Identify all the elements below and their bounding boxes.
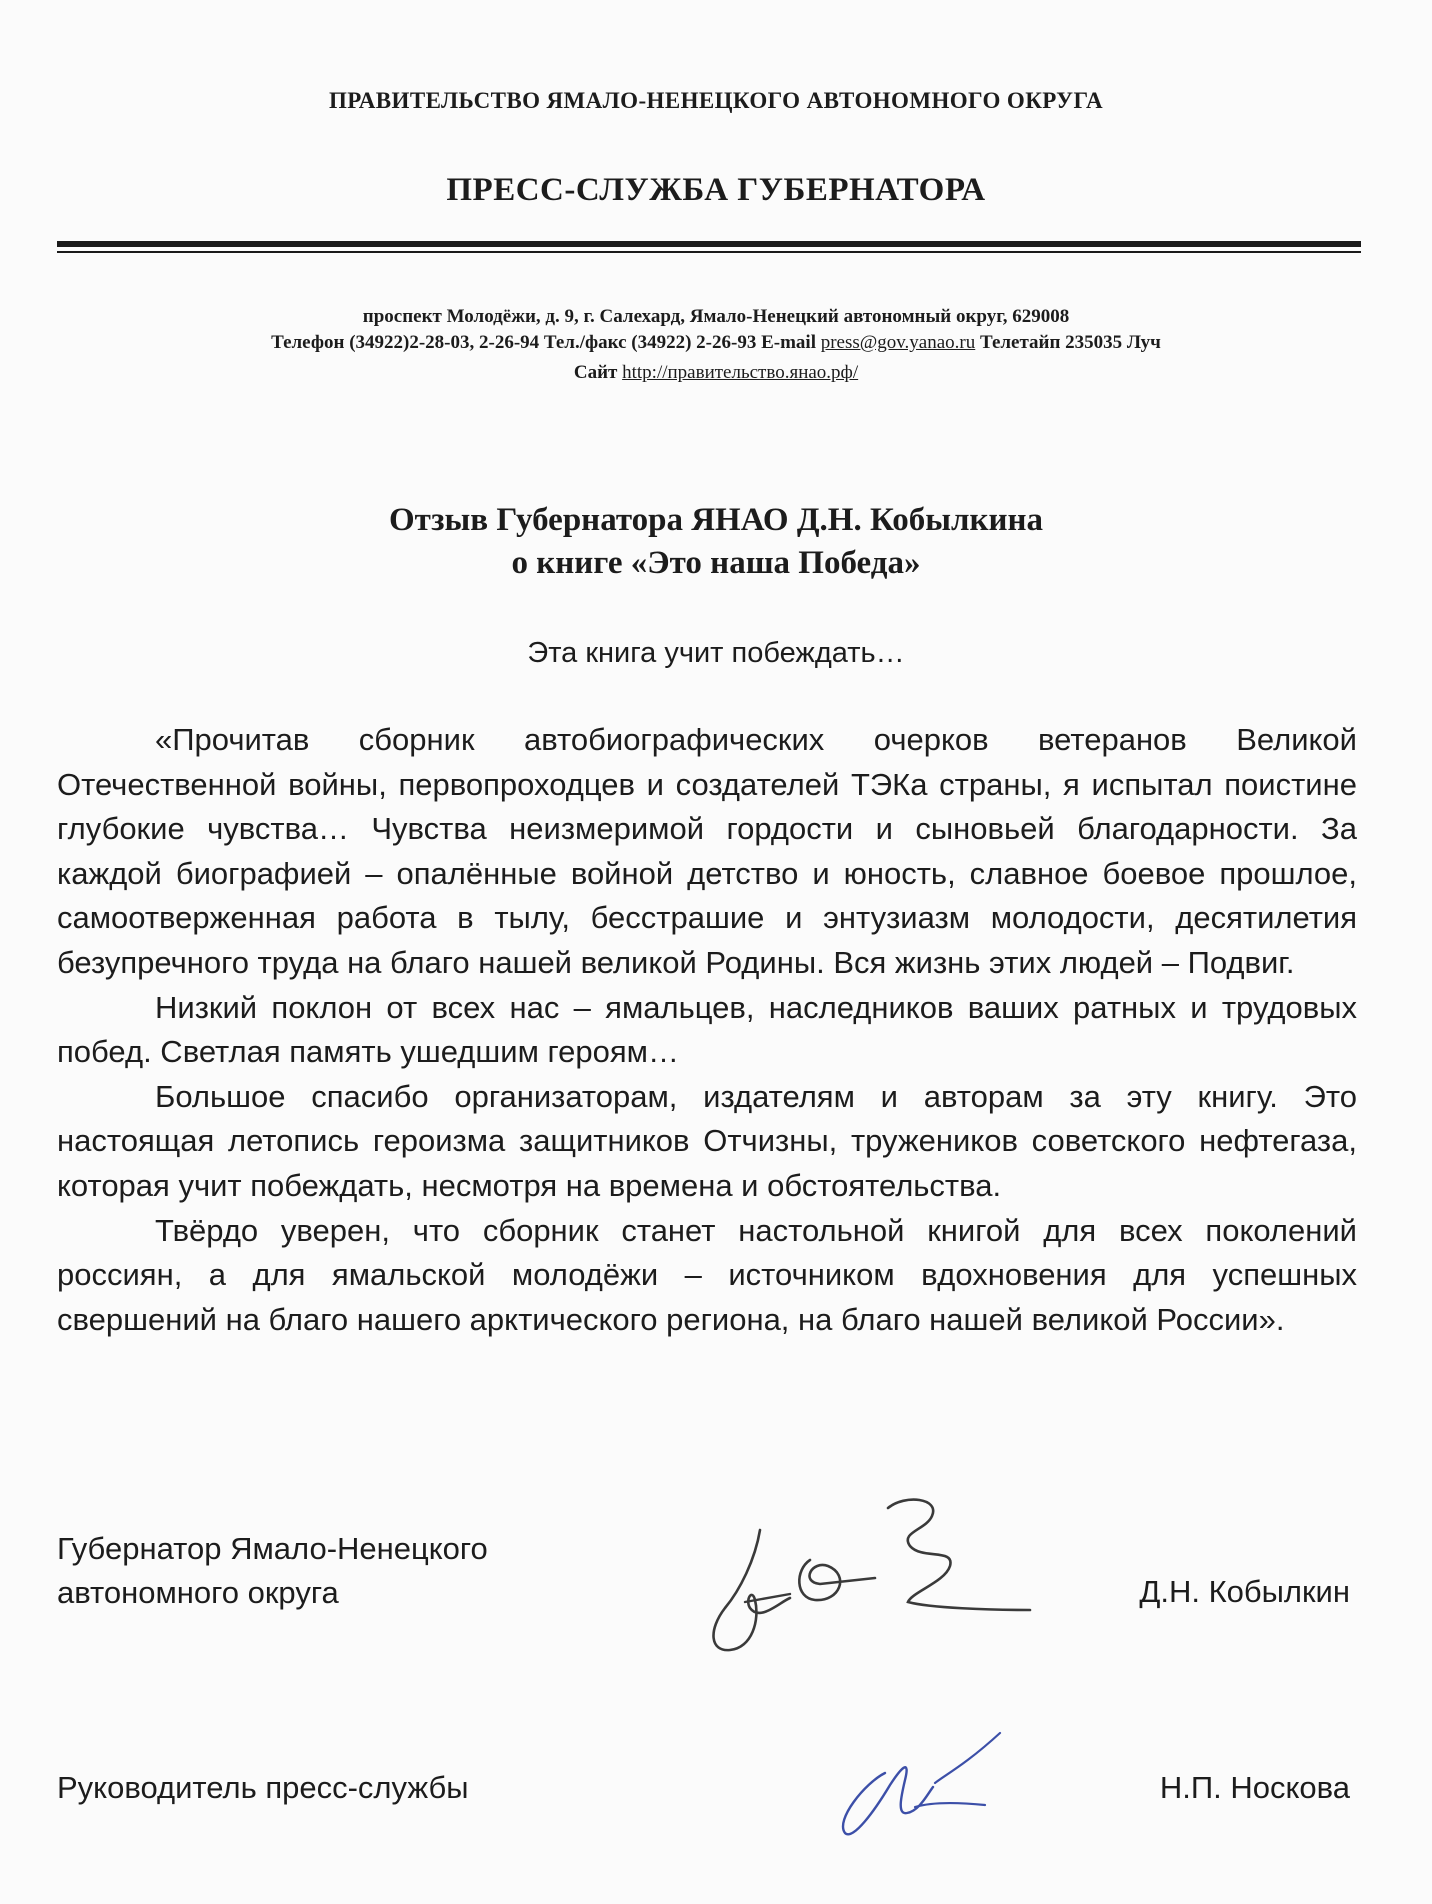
paragraph: «Прочитав сборник автобиографических очерков ветеранов Великой Отечественной войны, первопроходцев и создателей ТЭКа страны, я испытал поистине глубокие чувства… Чувства неизмеримой гордости и сыновьей благодарности. За каждой биографией – опалённые войной детство и юность, славное боевое прошлое, самоотверженная работа в тылу, бесстрашие и энтузиазм молодости, десятилетия безупречного труда на благо нашей великой Родины. Вся жизнь этих людей – Подвиг. (57, 722, 1357, 980)
site-link[interactable]: http://правительство.янао.рф/ (622, 362, 859, 383)
paragraph: Большое спасибо организаторам, издателям и авторам за эту книгу. Это настоящая летопись героизма защитников Отчизны, тружеников советского нефтегаза, которая учит побеждать, несмотря на времена и обстоятельства. (57, 1078, 1357, 1203)
paragraph: Низкий поклон от всех нас – ямальцев, наследников ваших ратных и трудовых побед. Светлая память ушедшим героям… (57, 989, 1357, 1070)
header-rule-thick (57, 241, 1361, 247)
department-name: ПРЕСС-СЛУЖБА ГУБЕРНАТОРА (446, 172, 986, 208)
site-label: Сайт (573, 362, 623, 383)
phones-text: Телефон (34922)2-28-03, 2-26-94 Тел./факс (34922) 2-26-93 E-mail (271, 332, 821, 353)
organization-name: ПРАВИТЕЛЬСТВО ЯМАЛО-НЕНЕЦКОГО АВТОНОМНОГО ОКРУГА (329, 88, 1103, 113)
review-body (57, 718, 1357, 1342)
epigraph: Эта книга учит побеждать… (527, 637, 905, 669)
press-role: Руководитель пресс-службы (57, 1770, 469, 1805)
teletype-text: Телетайп 235035 Луч (975, 332, 1161, 353)
press-head-name: Н.П. Носкова (1159, 1770, 1350, 1805)
governor-role-line2: автономного округа (57, 1575, 339, 1610)
governor-role (57, 1527, 488, 1615)
document-title-line1: Отзыв Губернатора ЯНАО Д.Н. Кобылкина (388, 502, 1044, 538)
header-rule-thin (57, 251, 1361, 253)
email-link[interactable]: press@gov.yanao.ru (820, 332, 976, 353)
phones-line (0, 332, 1432, 354)
governor-name: Д.Н. Кобылкин (1139, 1574, 1350, 1609)
paragraph: Твёрдо уверен, что сборник станет настольной книгой для всех поколений россиян, а для ямальской молодёжи – источником вдохновения для успешных свершений на благо нашего арктического региона, на благо нашей великой России». (57, 1212, 1357, 1337)
press-head-signature (815, 1725, 1015, 1840)
document-title-line2: о книге «Это наша Победа» (511, 545, 921, 581)
governor-role-line1: Губернатор Ямало-Ненецкого (57, 1531, 488, 1566)
site-line (0, 362, 1432, 384)
governor-signature (700, 1490, 1040, 1660)
address-line: проспект Молодёжи, д. 9, г. Салехард, Ямало-Ненецкий автономный округ, 629008 (362, 306, 1070, 327)
